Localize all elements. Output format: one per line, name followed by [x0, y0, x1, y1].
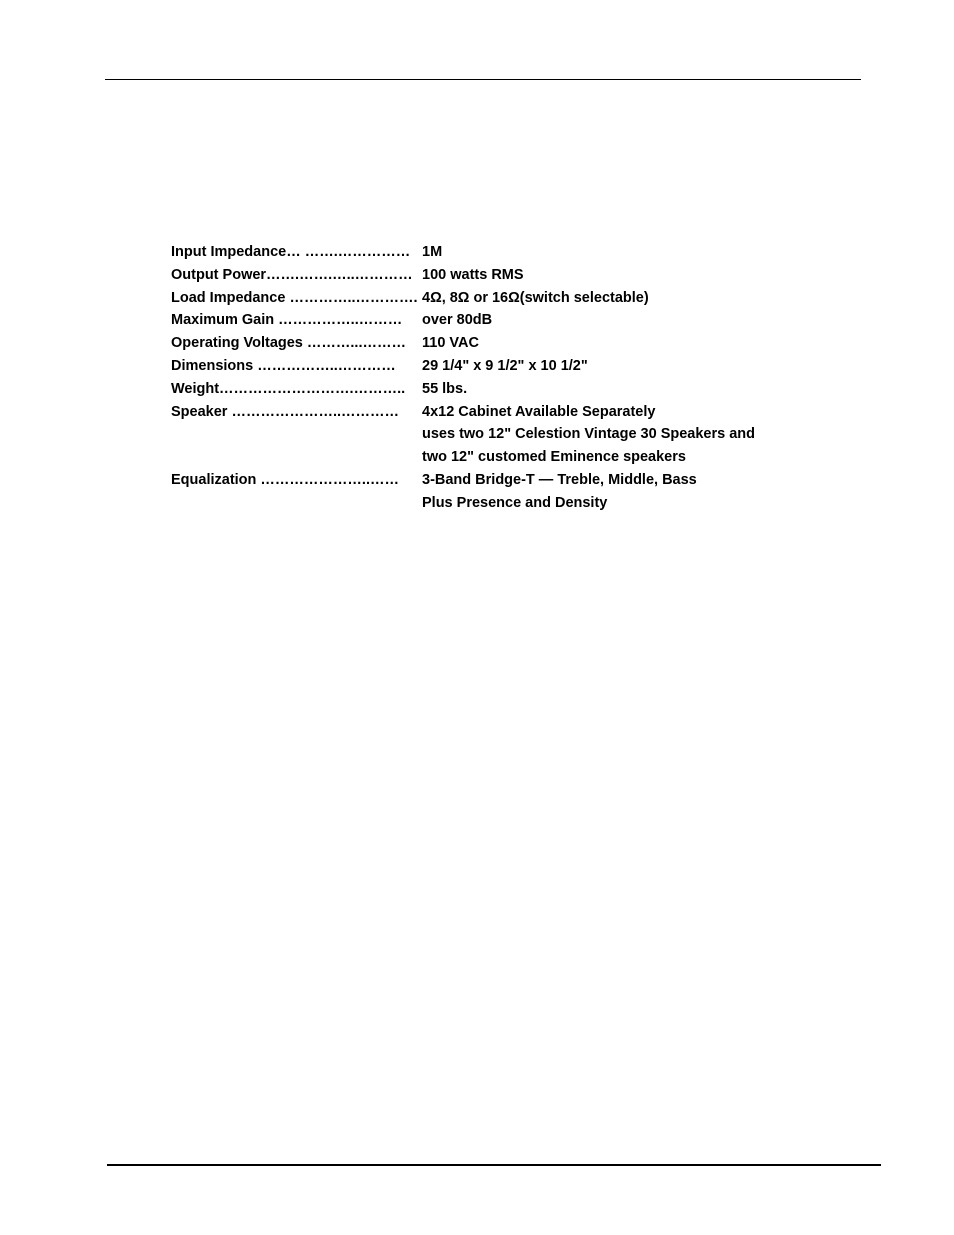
spec-value: 55 lbs. [422, 380, 468, 397]
spec-value: 4Ω, 8Ω or 16Ω(switch selectable) [422, 289, 649, 306]
spec-value: Plus Presence and Density [422, 494, 608, 511]
spec-label: Operating Voltages ………...……… [171, 335, 406, 352]
footer-rule [107, 1164, 881, 1166]
spec-row-equalization [171, 469, 811, 515]
spec-label: Maximum Gain ……………..……… [171, 312, 403, 329]
spec-row-dimensions [171, 355, 811, 378]
spec-row-input-impedance [171, 241, 811, 264]
spec-value: 110 VAC [422, 335, 479, 352]
specifications-table [171, 241, 811, 515]
spec-value: 29 1/4" x 9 1/2" x 10 1/2" [422, 357, 588, 374]
spec-value: uses two 12" Celestion Vintage 30 Speakers and [422, 426, 755, 443]
spec-row-load-impedance [171, 287, 811, 310]
spec-value: 1M [422, 244, 443, 260]
spec-label: Weight……………………….……….. [171, 380, 406, 397]
spec-value: 3-Band Bridge-T — Treble, Middle, Bass [422, 471, 697, 488]
spec-row-output-power [171, 264, 811, 287]
spec-row-weight [171, 378, 811, 401]
spec-label: Equalization …………………..…… [171, 471, 399, 488]
spec-value: two 12" customed Eminence speakers [422, 449, 686, 466]
spec-label: Dimensions ……………..………… [171, 357, 396, 374]
spec-row-maximum-gain [171, 309, 811, 332]
spec-label: Input Impedance… …….…………… [171, 244, 411, 260]
header-rule [105, 79, 861, 80]
spec-value: over 80dB [422, 312, 493, 329]
spec-row-speaker [171, 401, 811, 469]
spec-label: Load Impedance …………..…………. [171, 289, 418, 306]
spec-label: Speaker …………………..………… [171, 403, 400, 420]
spec-value: 100 watts RMS [422, 266, 524, 283]
spec-row-operating-voltages [171, 332, 811, 355]
spec-value: 4x12 Cabinet Available Separately [422, 403, 656, 420]
spec-label: Output Power…….…….…..………… [171, 266, 413, 283]
